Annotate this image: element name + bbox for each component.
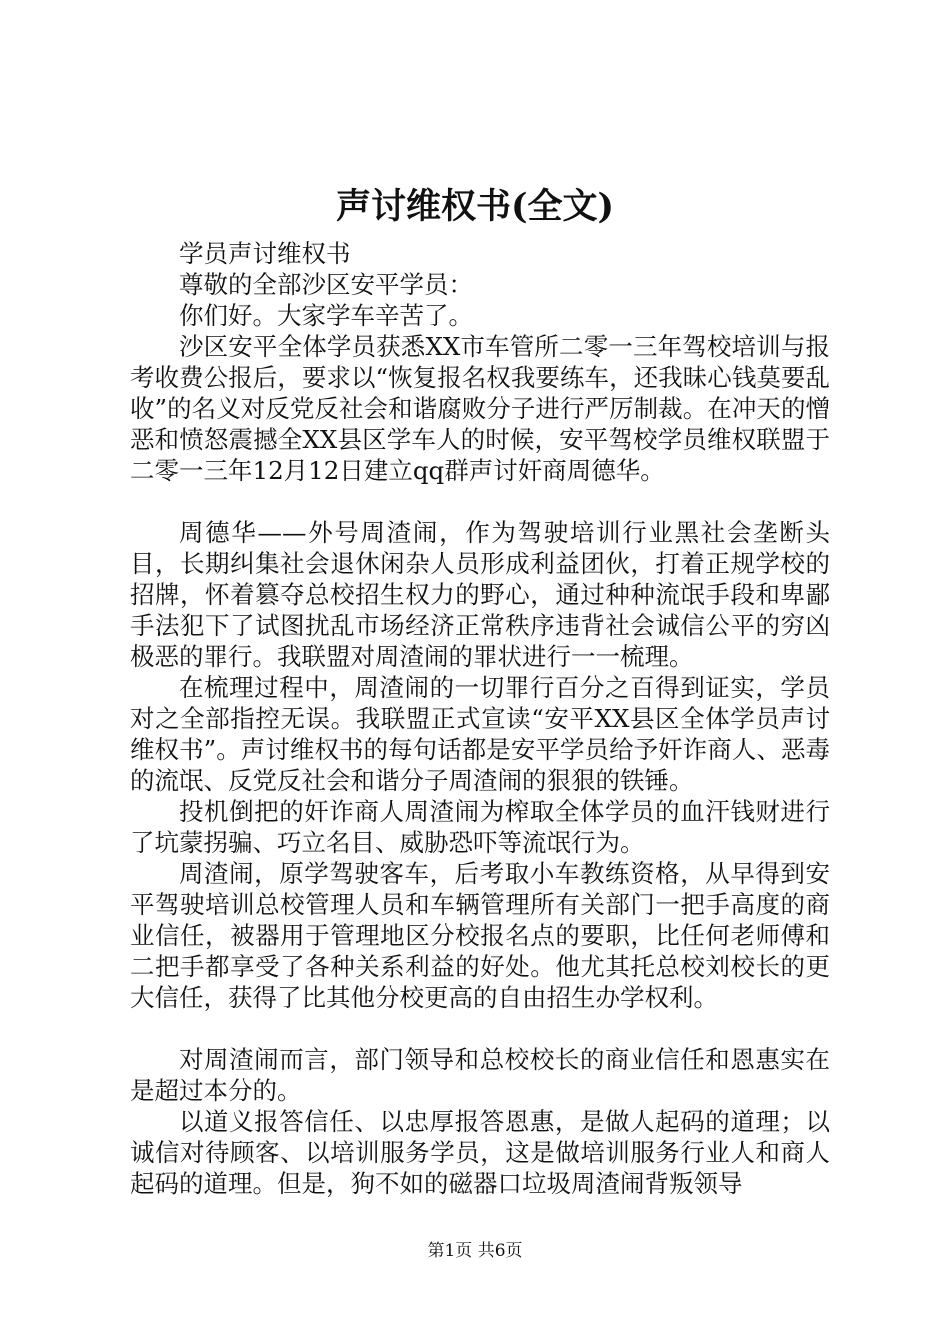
paragraph: 学员声讨维权书 (179, 239, 351, 268)
page-footer: 第1页 共6页 (427, 1241, 523, 1261)
document-title: 声讨维权书(全文) (335, 186, 615, 227)
paragraph: 以道义报答信任、以忠厚报答恩惠，是做人起码的道理；以诚信对待顾客、以培训服务学员，这是做培训服务行业人和商人起码的道理。但是，狗不如的磁器口垃圾周渣闹背叛领导 (130, 1107, 830, 1198)
document-body (130, 238, 830, 1199)
paragraph: 尊敬的全部沙区安平学员： (179, 270, 473, 299)
paragraph: 周德华——外号周渣闹，作为驾驶培训行业黑社会垄断头目，长期纠集社会退休闲杂人员形成利益团伙，打着正规学校的招牌，怀着篡夺总校招生权力的野心，通过种种流氓手段和卑鄙手法犯下了试图扰乱市场经济正常秩序违背社会诚信公平的穷凶极恶的罪行。我联盟对周渣闹的罪状进行一一梳理。 (130, 518, 830, 671)
paragraph: 你们好。大家学车辛苦了。 (179, 301, 473, 330)
paragraph: 沙区安平全体学员获悉XX市车管所二零一三年驾校培训与报考收费公报后，要求以“恢复报名权我要练车，还我昧心钱莫要乱收”的名义对反党反社会和谐腐败分子进行严厉制裁。在冲天的憎恶和愤怒震撼全XX县区学车人的时候，安平驾校学员维权联盟于二零一三年12月12日建立qq群声讨奸商周德华。 (130, 332, 830, 485)
paragraph: 在梳理过程中，周渣闹的一切罪行百分之百得到证实，学员对之全部指控无误。我联盟正式宣读“安平XX县区全体学员声讨维权书”。声讨维权书的每句话都是安平学员给予奸诈商人、恶毒的流氓、反党反社会和谐分子周渣闹的狠狠的铁锤。 (130, 673, 830, 795)
paragraph: 投机倒把的奸诈商人周渣闹为榨取全体学员的血汗钱财进行了坑蒙拐骗、巧立名目、威胁恐吓等流氓行为。 (130, 797, 830, 857)
paragraph: 对周渣闹而言，部门领导和总校校长的商业信任和恩惠实在是超过本分的。 (130, 1045, 830, 1105)
paragraph: 周渣闹，原学驾驶客车，后考取小车教练资格，从早得到安平驾驶培训总校管理人员和车辆管理所有关部门一把手高度的商业信任，被器用于管理地区分校报名点的要职，比任何老师傅和二把手都享受了各种关系利益的好处。他尤其托总校刘校长的更大信任，获得了比其他分校更高的自由招生办学权利。 (130, 859, 830, 1012)
